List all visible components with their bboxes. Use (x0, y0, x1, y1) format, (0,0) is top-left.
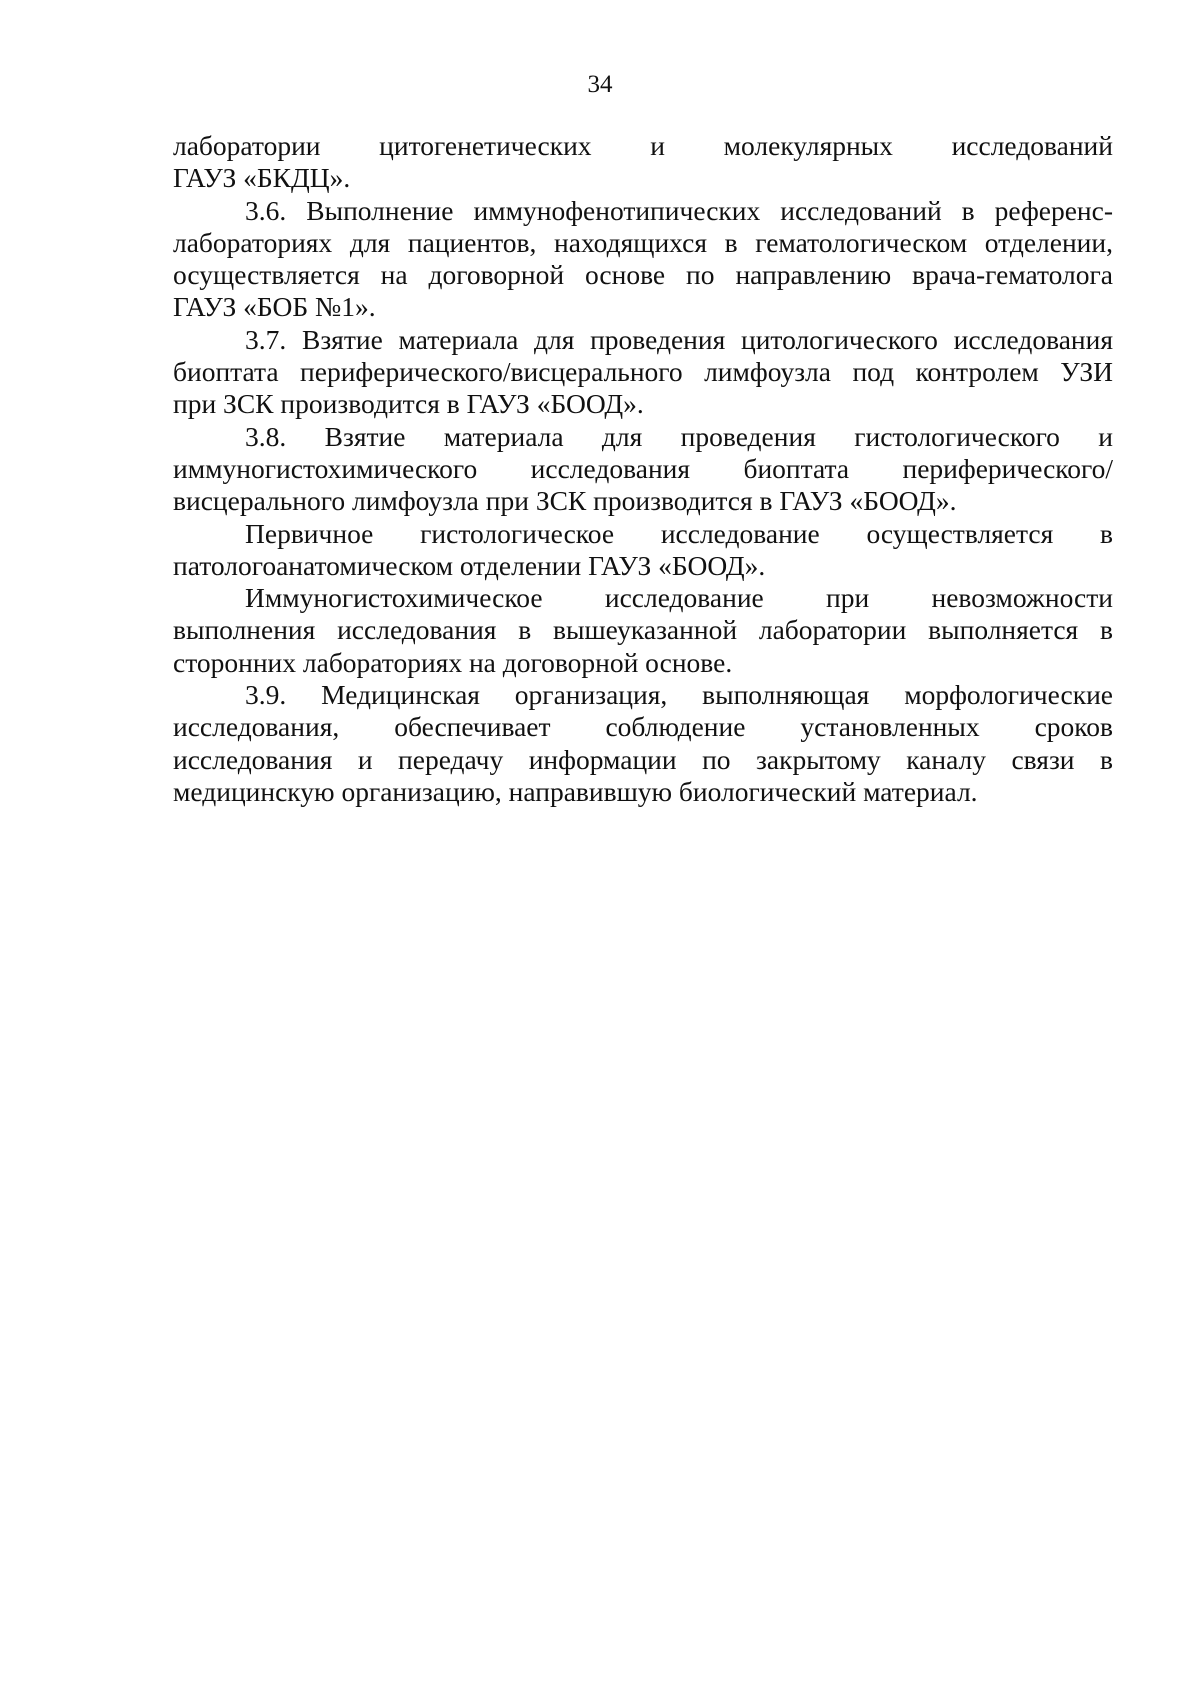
text-line: 3.7. Взятие материала для проведения цитологического исследования (245, 323, 1113, 355)
text-line: 3.9. Медицинская организация, выполняющая морфологические (245, 679, 1113, 711)
text-line: исследования, обеспечивает соблюдение установленных сроков (173, 711, 1113, 743)
paragraph (173, 421, 1113, 518)
text-line: Первичное гистологическое исследование осуществляется в (245, 517, 1113, 549)
document-body (173, 130, 1113, 808)
paragraph (173, 130, 1113, 195)
text-line: осуществляется на договорной основе по направлению врача-гематолога (173, 259, 1113, 291)
text-line: патологоанатомическом отделении ГАУЗ «БООД». (173, 549, 766, 581)
page-number: 34 (587, 71, 613, 98)
text-line: сторонних лабораториях на договорной основе. (173, 646, 733, 678)
paragraph (173, 324, 1113, 421)
paragraph (173, 679, 1113, 808)
text-line: ГАУЗ «БКДЦ». (173, 162, 351, 194)
paragraph (173, 195, 1113, 324)
text-line: при ЗСК производится в ГАУЗ «БООД». (173, 388, 644, 420)
text-line: лабораториях для пациентов, находящихся в гематологическом отделении, (173, 226, 1113, 258)
text-line: исследования и передачу информации по закрытому каналу связи в (173, 743, 1113, 775)
text-line: ГАУЗ «БОБ №1». (173, 291, 376, 323)
text-line: медицинскую организацию, направившую биологический материал. (173, 775, 978, 807)
text-line: лаборатории цитогенетических и молекулярных исследований (173, 130, 1113, 161)
paragraph (173, 582, 1113, 679)
paragraph (173, 518, 1113, 583)
text-line: выполнения исследования в вышеуказанной лаборатории выполняется в (173, 614, 1113, 646)
text-line: 3.8. Взятие материала для проведения гистологического и (245, 420, 1113, 452)
text-line: висцерального лимфоузла при ЗСК производится в ГАУЗ «БООД». (173, 485, 957, 517)
text-line: биоптата периферического/висцерального лимфоузла под контролем УЗИ (173, 356, 1113, 388)
text-line: Иммуногистохимическое исследование при невозможности (245, 582, 1113, 614)
text-line: иммуногистохимического исследования биоптата периферического/ (173, 452, 1113, 484)
text-line: 3.6. Выполнение иммунофенотипических исследований в референс- (245, 194, 1113, 226)
